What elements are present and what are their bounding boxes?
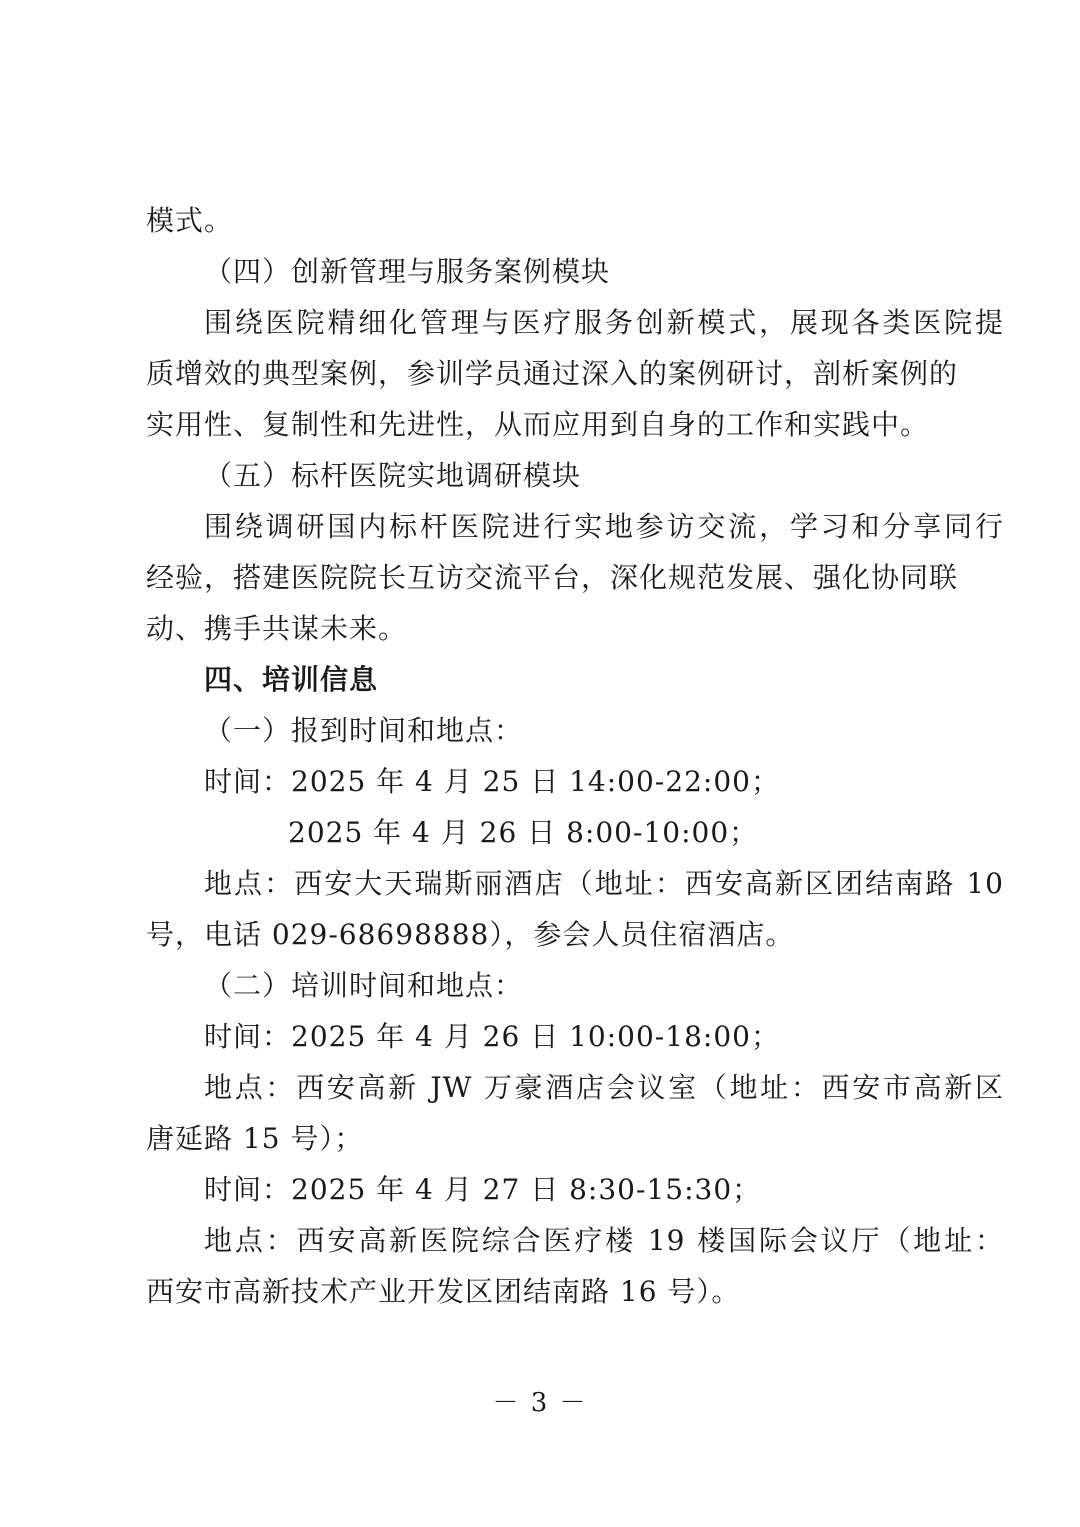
subsection-heading-4: （四）创新管理与服务案例模块 (204, 255, 611, 288)
training-location-line: 西安市高新技术产业开发区团结南路 16 号）。 (146, 1275, 741, 1308)
subsection-heading-registration: （一）报到时间和地点： (204, 714, 524, 747)
section-heading-training-info: 四、培训信息 (204, 663, 379, 696)
paragraph-line: 经验，搭建医院院长互访交流平台，深化规范发展、强化协同联 (146, 561, 959, 594)
page-number: － 3 － (492, 1388, 588, 1418)
paragraph-line: 围绕医院精细化管理与医疗服务创新模式，展现各类医院提 (204, 306, 1004, 339)
paragraph-line: 围绕调研国内标杆医院进行实地参访交流，学习和分享同行 (204, 510, 1004, 543)
registration-time-line: 时间：2025 年 4 月 25 日 14:00-22:00； (204, 765, 780, 798)
subsection-heading-5: （五）标杆医院实地调研模块 (204, 459, 582, 492)
registration-time-line: 2025 年 4 月 26 日 8:00-10:00； (288, 816, 759, 849)
paragraph-line: 实用性、复制性和先进性，从而应用到自身的工作和实践中。 (146, 408, 930, 441)
registration-location-line: 号，电话 029-68698888），参会人员住宿酒店。 (146, 918, 795, 951)
paragraph-line: 质增效的典型案例，参训学员通过深入的案例研讨，剖析案例的 (146, 357, 959, 390)
training-location-line: 唐延路 15 号）； (146, 1122, 364, 1155)
training-location-line: 地点：西安高新医院综合医疗楼 19 楼国际会议厅（地址： (204, 1224, 1004, 1257)
registration-location-line: 地点：西安大天瑞斯丽酒店（地址：西安高新区团结南路 10 (204, 867, 1004, 900)
paragraph-line: 动、携手共谋未来。 (146, 612, 408, 645)
training-location-line: 地点：西安高新 JW 万豪酒店会议室（地址：西安市高新区 (204, 1071, 1004, 1104)
training-time-line: 时间：2025 年 4 月 27 日 8:30-15:30； (204, 1173, 762, 1206)
training-time-line: 时间：2025 年 4 月 26 日 10:00-18:00； (204, 1020, 780, 1053)
document-body (146, 195, 1004, 1317)
subsection-heading-training: （二）培训时间和地点： (204, 969, 524, 1002)
paragraph-line: 模式。 (146, 204, 234, 237)
